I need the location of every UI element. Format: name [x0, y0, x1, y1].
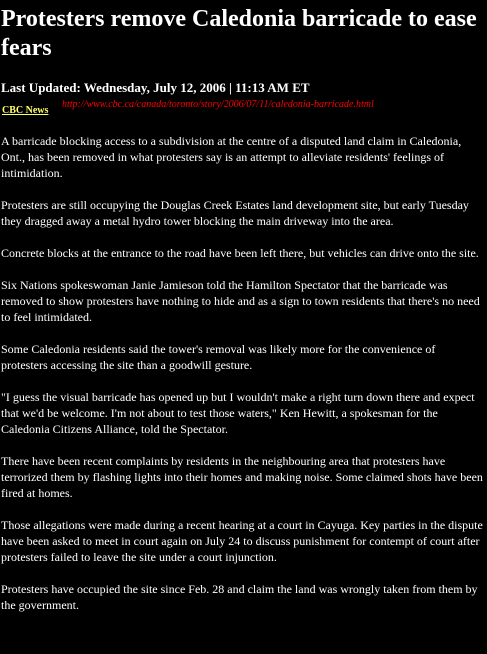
cbc-news-link[interactable]: CBC News: [2, 105, 49, 116]
article-paragraph: Protesters have occupied the site since Feb. 28 and claim the land was wrongly taken from them by the government.: [1, 582, 478, 612]
article-paragraph: Protesters are still occupying the Douglas Creek Estates land development site, but early Tuesday they dragged away a metal hydro tower blocking the main driveway into the area.: [1, 198, 469, 228]
article-paragraph: Concrete blocks at the entrance to the road have been left there, but vehicles can drive onto the site.: [1, 246, 479, 260]
article-body: [1, 133, 483, 613]
article-headline: Protesters remove Caledonia barricade to ease fears: [1, 6, 477, 61]
article-paragraph: Six Nations spokeswoman Janie Jamieson told the Hamilton Spectator that the barricade was removed to show protesters have nothing to hide and as a sign to town residents that there's no need to feel intimidated.: [1, 278, 480, 324]
article-paragraph: Some Caledonia residents said the tower's removal was likely more for the convenience of protesters accessing the site than a goodwill gesture.: [1, 342, 436, 372]
article-paragraph: "I guess the visual barricade has opened up but I wouldn't make a right turn down there and expect that we'd be welcome. I'm not about to test those waters," Ken Hewitt, a spokesman for the Caledonia Citizens Alliance, told the Spectator.: [1, 390, 475, 436]
last-updated-line: Last Updated: Wednesday, July 12, 2006 | 11:13 AM ET: [1, 80, 310, 95]
article-paragraph: Those allegations were made during a recent hearing at a court in Cayuga. Key parties in the dispute have been asked to meet in court again on July 24 to discuss punishment for contempt of court after protesters failed to leave the site under a court injunction.: [1, 518, 483, 564]
source-url-annotation: http://www.cbc.ca/canada/toronto/story/2006/07/11/caledonia-barricade.html: [62, 99, 374, 110]
article-paragraph: A barricade blocking access to a subdivision at the centre of a disputed land claim in Caledonia, Ont., has been removed in what protesters say is an attempt to alleviate residents' feelings of intimidation.: [1, 134, 462, 180]
source-row: [1, 99, 483, 119]
article-paragraph: There have been recent complaints by residents in the neighbouring area that protesters have terrorized them by flashing lights into their homes and making noise. Some claimed shots have been fired at homes.: [1, 454, 483, 500]
